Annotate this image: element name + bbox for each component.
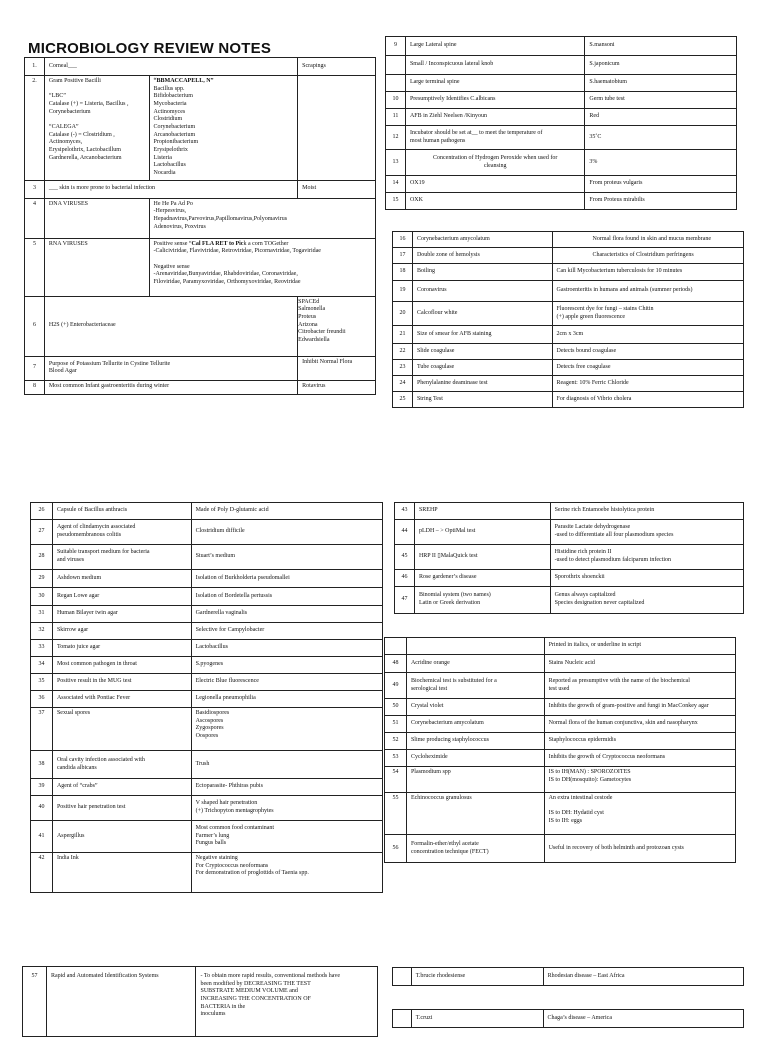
row-number: 36 (31, 691, 53, 708)
row-number (386, 75, 406, 92)
notes-table-e (394, 502, 744, 614)
row-number: 50 (385, 699, 407, 716)
row-number: 39 (31, 779, 53, 796)
row-number: 28 (31, 545, 53, 570)
row-number: 18 (393, 264, 413, 281)
question-cell: Crystal violet (406, 699, 544, 716)
table-row (395, 503, 744, 520)
answer-cell: Reagent: 10% Ferric Chloride (552, 376, 743, 392)
question-cell: Tomato juice agar (52, 640, 191, 657)
table-row (393, 302, 744, 326)
answer-cell: Lactobacillus (191, 640, 382, 657)
row-number: 42 (31, 853, 53, 893)
answer-cell: Normal flora found in skin and mucus membrane (552, 232, 743, 248)
answer-cell: Fluorescent dye for fungi – stains Chitin (+) apple green fluorescence (552, 302, 743, 326)
row-number: 31 (31, 606, 53, 623)
row-number (393, 968, 412, 986)
answer-cell: S.pyogenes (191, 657, 382, 674)
row-number: 55 (385, 793, 407, 835)
table-row (386, 126, 737, 150)
notes-table-g (22, 966, 378, 1037)
question-cell: India Ink (52, 853, 191, 893)
question-cell: Large Lateral spine (405, 37, 584, 56)
row-number: 7 (25, 356, 45, 380)
question-cell: Rose gardener’s disease (414, 570, 550, 587)
answer-cell: 3% (585, 150, 737, 176)
row-number: 10 (386, 92, 406, 109)
notes-table-b (385, 36, 737, 210)
question-cell: RNA VIRUSES (44, 238, 149, 296)
row-number: 22 (393, 344, 413, 360)
answer-cell: Rotavirus (298, 380, 376, 394)
table-row (25, 296, 376, 356)
question-cell: Acridine orange (406, 655, 544, 673)
table-row (31, 640, 383, 657)
table-row (31, 821, 383, 853)
answer-cell: S.japonicum (585, 56, 737, 75)
table-row (25, 380, 376, 394)
row-number: 3 (25, 180, 45, 198)
row-number: 2. (25, 76, 45, 181)
answer-cell: Can kill Mycobacterium tuberculosis for 10 minutes (552, 264, 743, 281)
question-cell: Oral cavity infection associated with candida albicans (52, 751, 191, 779)
answer-cell: Normal flora of the human conjunctiva, skin and nasopharynx (544, 716, 735, 733)
row-number: 30 (31, 588, 53, 606)
row-number: 21 (393, 326, 413, 344)
question-cell: T.cruzi (411, 1010, 543, 1028)
table-row (25, 356, 376, 380)
table-row (393, 968, 744, 986)
row-number: 25 (393, 392, 413, 408)
answer-cell: Negative staining For Cryptococcus neoformans For demonstration of proglottids of Taenia spp. (191, 853, 382, 893)
table-row (393, 248, 744, 264)
answer-cell: Useful in recovery of both helminth and protozoan cysts (544, 835, 735, 863)
table-row (386, 92, 737, 109)
row-number: 43 (395, 503, 415, 520)
answer-cell: Gastroenteritis in humans and animals (summer periods) (552, 281, 743, 302)
row-number: 48 (385, 655, 407, 673)
row-number: 45 (395, 545, 415, 570)
question-cell: SREHP (414, 503, 550, 520)
mnemonic: “BBMACCAPELL, N” (153, 78, 214, 84)
table-row (385, 673, 736, 699)
answer-cell: Ectoparasite- Phthiras pubis (191, 779, 382, 796)
question-cell: Skirrow agar (52, 623, 191, 640)
row-number: 26 (31, 503, 53, 520)
question-cell: Ashdown medium (52, 570, 191, 588)
answer-cell: Detects bound coagulase (552, 344, 743, 360)
answer-cell: Germ tube test (585, 92, 737, 109)
row-number: 19 (393, 281, 413, 302)
answer-cell: Sporothrix shoenckii (550, 570, 743, 587)
row-number (393, 1010, 412, 1028)
question-cell: pLDH – > OptiMal test (414, 520, 550, 545)
row-number: 8 (25, 380, 45, 394)
table-row (31, 691, 383, 708)
table-row (395, 587, 744, 614)
row-number: 56 (385, 835, 407, 863)
answer-cell: Moist (298, 180, 376, 198)
row-number: 46 (395, 570, 415, 587)
answer-cell: Printed in italics, or underline in script (544, 638, 735, 655)
question-cell: Positive hair penetration test (52, 796, 191, 821)
row-number: 47 (395, 587, 415, 614)
table-row (395, 570, 744, 587)
answer-cell: Rhodesian disease – East Africa (543, 968, 743, 986)
answer-cell (149, 76, 298, 181)
row-number: 37 (31, 708, 53, 751)
answer-cell (149, 238, 375, 296)
question-cell: Large terminal spine (405, 75, 584, 92)
question-cell: Regan Lowe agar (52, 588, 191, 606)
answer-cell: Basidiospores Ascospores Zygospores Oospores (191, 708, 382, 751)
answer-prefix: Positive sense “ (153, 240, 192, 247)
question-cell: Corynebacterium amycolatum (406, 716, 544, 733)
question-cell: Purpose of Potassium Tellurite in Cystine Tellurite Blood Agar (44, 356, 297, 380)
answer-cell: Clostridium difficile (191, 520, 382, 545)
answer-cell: From proteus vulgaris (585, 176, 737, 193)
question-cell: Small / Inconspicuous lateral knob (405, 56, 584, 75)
answer-cell: Serine rich Entamoebe histolytica protein (550, 503, 743, 520)
table-row (386, 150, 737, 176)
table-row (31, 751, 383, 779)
table-row (23, 967, 378, 1037)
question-cell: T.brucie rhodesiense (411, 968, 543, 986)
answer-cell: Characteristics of Clostridium perfringens (552, 248, 743, 264)
question-cell: Biochemical test is substituted for a serological test (406, 673, 544, 699)
table-row (386, 176, 737, 193)
question-cell: AFB in Ziehl Neelsen /Kinyoun (405, 109, 584, 126)
row-number: 51 (385, 716, 407, 733)
row-number: 20 (393, 302, 413, 326)
answer-cell: Red (585, 109, 737, 126)
table-row (386, 193, 737, 210)
table-row (393, 360, 744, 376)
table-row (31, 606, 383, 623)
row-number: 34 (31, 657, 53, 674)
notes-table-h (392, 967, 744, 986)
table-row (393, 392, 744, 408)
notes-table-d (30, 502, 383, 893)
answer-cell: Scrapings (298, 58, 376, 76)
row-number: 5 (25, 238, 45, 296)
row-number: 29 (31, 570, 53, 588)
table-row (393, 326, 744, 344)
answer-cell: Most common food contaminant Farmer’s lung Fungus balls (191, 821, 382, 853)
table-row (385, 638, 736, 655)
row-number: 13 (386, 150, 406, 176)
answer-cell: Histidine rich protein II -used to detect plasmodium falciparum infection (550, 545, 743, 570)
answer-cell: An extra intestinal cestode IS to DH: Hydatid cyst IS to IH: eggs (544, 793, 735, 835)
question-cell: Rapid and Automated Identification Systems (46, 967, 196, 1037)
row-number: 6 (25, 296, 45, 356)
question-cell: Plasmodium spp (406, 767, 544, 793)
answer-text: k a corn TOGether -Caliciviridae, Flaviviridae, Retroviridae, Picornaviridae, Togaviridae Negative sense -Arenaviridae,Bunyaviridae, Rhabdoviridae, Coronaviridae, Filoviridae, Paramyxoviridae, Orthomyxoviridae, Reoviridae (153, 240, 321, 286)
question-cell: Capsule of Bacillus anthracis (52, 503, 191, 520)
row-number: 54 (385, 767, 407, 793)
question-cell: Incubator should be set at__ to meet the temperature of most human pathogens (405, 126, 584, 150)
row-number: 32 (31, 623, 53, 640)
answer-cell: Stuart’s medium (191, 545, 382, 570)
answer-cell: Electric Blue fluorescence (191, 674, 382, 691)
question-cell: Slime producing staphylococcus (406, 733, 544, 750)
table-row (25, 198, 376, 238)
row-number: 24 (393, 376, 413, 392)
question-cell: Calcoflour white (412, 302, 552, 326)
page-title: MICROBIOLOGY REVIEW NOTES (28, 40, 272, 57)
question-cell: Positive result in the MUG test (52, 674, 191, 691)
question-cell: Gram Positive Bacilli “LBC” Catalase (+) = Listeria, Bacillus , Corynebacterium “CALEGA” Catalase (-) = Clostridium , Actinomyces, Erysipelothrix, Lactobacillum Gardnerella, Arcanobacterium (44, 76, 149, 181)
row-number: 9 (386, 37, 406, 56)
question-cell: Corynebacterium amycolatum (412, 232, 552, 248)
notes-table-f (384, 637, 736, 863)
answer-list: Bacillus spp. Bifidobacterium Mycobacteria Actinomyces Clostridium Corynebacterium Arcanobacterium Propionibacterium Erysipelothrix Listeria Lactobacillus Nocardia (153, 85, 199, 177)
table-row (393, 1010, 744, 1028)
question-cell: Agent of “crabs” (52, 779, 191, 796)
row-number: 57 (23, 967, 47, 1037)
mnemonic: Cal FLA RET to Pic​ (191, 240, 244, 247)
row-number: 40 (31, 796, 53, 821)
row-number: 16 (393, 232, 413, 248)
answer-cell: Reported as presumptive with the name of the biochemical test used (544, 673, 735, 699)
question-cell (406, 638, 544, 655)
answer-cell: Staphylococcus epidermidis (544, 733, 735, 750)
question-cell: Double zone of hemolysis (412, 248, 552, 264)
question-cell: Suitable transport medium for bacteria and viruses (52, 545, 191, 570)
question-cell: Concentration of Hydrogen Peroxide when used for cleansing (405, 150, 584, 176)
answer-cell: Inhibits the growth of gram-positive and fungi in MacConkey agar (544, 699, 735, 716)
row-number: 49 (385, 673, 407, 699)
table-row (31, 520, 383, 545)
question-cell: Presumptively Identifies C.albicans (405, 92, 584, 109)
answer-cell: Isolation of Burkholderia pseudomallei (191, 570, 382, 588)
answer-cell: Stains Nucleic acid (544, 655, 735, 673)
answer-cell: Trush (191, 751, 382, 779)
table-row (31, 503, 383, 520)
question-cell: Sexual spores (52, 708, 191, 751)
table-row (25, 180, 376, 198)
row-number: 23 (393, 360, 413, 376)
answer-cell: Detects free coagulase (552, 360, 743, 376)
question-cell: Boiling (412, 264, 552, 281)
question-cell: Corneal___ (44, 58, 297, 76)
table-row (385, 716, 736, 733)
table-row (25, 58, 376, 76)
table-row (395, 520, 744, 545)
answer-cell: IS to IH(MAN) : SPOROZOITES IS to DH(mosquito): Gametocytes (544, 767, 735, 793)
answer-cell: Isolation of Bordetella pertussis (191, 588, 382, 606)
row-number: 33 (31, 640, 53, 657)
answer-cell: Parasite Lactate dehydrogenase -used to differentiate all four plasmodium species (550, 520, 743, 545)
question-cell: Coronavirus (412, 281, 552, 302)
table-row (386, 109, 737, 126)
row-number: 12 (386, 126, 406, 150)
answer-cell: 35˚C (585, 126, 737, 150)
answer-cell: Made of Poly D-glutamic acid (191, 503, 382, 520)
notes-table-c (392, 231, 744, 408)
table-row (385, 750, 736, 767)
question-cell: Size of smear for AFB staining (412, 326, 552, 344)
notes-table-a (24, 57, 376, 395)
answer-cell: Inhibits the growth of Cryptococcus neoformans (544, 750, 735, 767)
answer-cell: V shaped hair penetration (+) Trichopyton mentagrophytes (191, 796, 382, 821)
table-row (393, 344, 744, 360)
question-cell: Human Bilayer twin agar (52, 606, 191, 623)
table-row (31, 708, 383, 751)
question-cell: H2S (+) Enterobacteriaceae (44, 296, 297, 356)
table-row (386, 75, 737, 92)
row-number: 53 (385, 750, 407, 767)
answer-cell: Genus always capitalized Species designation never capitalized (550, 587, 743, 614)
answer-cell: From Proteus mirabilis (585, 193, 737, 210)
row-number: 52 (385, 733, 407, 750)
question-cell: Echinococcus granulosus (406, 793, 544, 835)
answer-cell: SPACEd Salmonella Proteus Arizona Citrobacter freundii Edwardsiella (298, 296, 376, 356)
table-row (385, 767, 736, 793)
table-row (393, 376, 744, 392)
table-row (31, 674, 383, 691)
table-row (385, 793, 736, 835)
question-cell: Binomial system (two names) Latin or Greek derivation (414, 587, 550, 614)
row-number: 15 (386, 193, 406, 210)
row-number (386, 56, 406, 75)
answer-cell: - To obtain more rapid results, conventional methods have been modified by DECREASING THE TEST SUBSTRATE MEDIUM VOLUME and INCREASING THE CONCENTRATION OF BACTERIA in the inoculums (196, 967, 378, 1037)
question-cell: OX19 (405, 176, 584, 193)
table-row (31, 623, 383, 640)
answer-cell: Legionella pneumophilia (191, 691, 382, 708)
question-cell: Slide coagulase (412, 344, 552, 360)
question-cell: Associated with Pontiac Fever (52, 691, 191, 708)
table-row (385, 655, 736, 673)
question-cell: Phenylalanine deaminase test (412, 376, 552, 392)
row-number: 27 (31, 520, 53, 545)
answer-cell: S.mansoni (585, 37, 737, 56)
table-row (385, 699, 736, 716)
table-row (385, 835, 736, 863)
row-number: 11 (386, 109, 406, 126)
row-number: 38 (31, 751, 53, 779)
table-row (385, 733, 736, 750)
table-row (31, 796, 383, 821)
table-row (25, 238, 376, 296)
answer-cell: Inhibit Normal Flora (298, 356, 376, 380)
question-cell: Most common Infant gastroenteritis during winter (44, 380, 297, 394)
table-row (31, 545, 383, 570)
question-cell: String Test (412, 392, 552, 408)
table-row (31, 853, 383, 893)
row-number: 41 (31, 821, 53, 853)
row-number: 1. (25, 58, 45, 76)
question-cell: Cycloheximide (406, 750, 544, 767)
row-number: 14 (386, 176, 406, 193)
question-cell: DNA VIRUSES (44, 198, 149, 238)
question-cell: Aspergillus (52, 821, 191, 853)
answer-cell: S.haematobium (585, 75, 737, 92)
question-cell: Most common pathogen in throat (52, 657, 191, 674)
question-cell: ___ skin is more prone to bacterial infection (44, 180, 297, 198)
row-number (385, 638, 407, 655)
table-row (25, 76, 376, 181)
table-row (31, 657, 383, 674)
table-row (386, 56, 737, 75)
question-cell: Formalin-ether/ethyl acetate concentration technique (FECT) (406, 835, 544, 863)
question-cell: Tube coagulase (412, 360, 552, 376)
answer-cell: 2cm x 3cm (552, 326, 743, 344)
table-row (395, 545, 744, 570)
row-number: 44 (395, 520, 415, 545)
question-cell: OXK (405, 193, 584, 210)
table-row (393, 232, 744, 248)
table-row (31, 588, 383, 606)
question-cell: Agent of clindamycin associated pseudomembranous colitis (52, 520, 191, 545)
answer-cell: Selective for Campylobacter (191, 623, 382, 640)
table-row (31, 779, 383, 796)
table-row (393, 281, 744, 302)
row-number: 17 (393, 248, 413, 264)
notes-table-i (392, 1009, 744, 1028)
table-row (393, 264, 744, 281)
row-number: 35 (31, 674, 53, 691)
answer-cell: He He Pa Ad Po -Herpesvirus, Hepadnavirus,Parvovirus,Papillomavirus,Polyomavirus Adenovirus, Poxvirus (149, 198, 375, 238)
table-row (31, 570, 383, 588)
answer-cell: Gardnerella vaginalis (191, 606, 382, 623)
extra-cell (298, 76, 376, 181)
answer-cell: Chaga’s disease – America (543, 1010, 744, 1028)
question-cell: HRP II ▯MalaQuick test (414, 545, 550, 570)
row-number: 4 (25, 198, 45, 238)
table-row (386, 37, 737, 56)
answer-cell: For diagnosis of Vibrio cholera (552, 392, 743, 408)
